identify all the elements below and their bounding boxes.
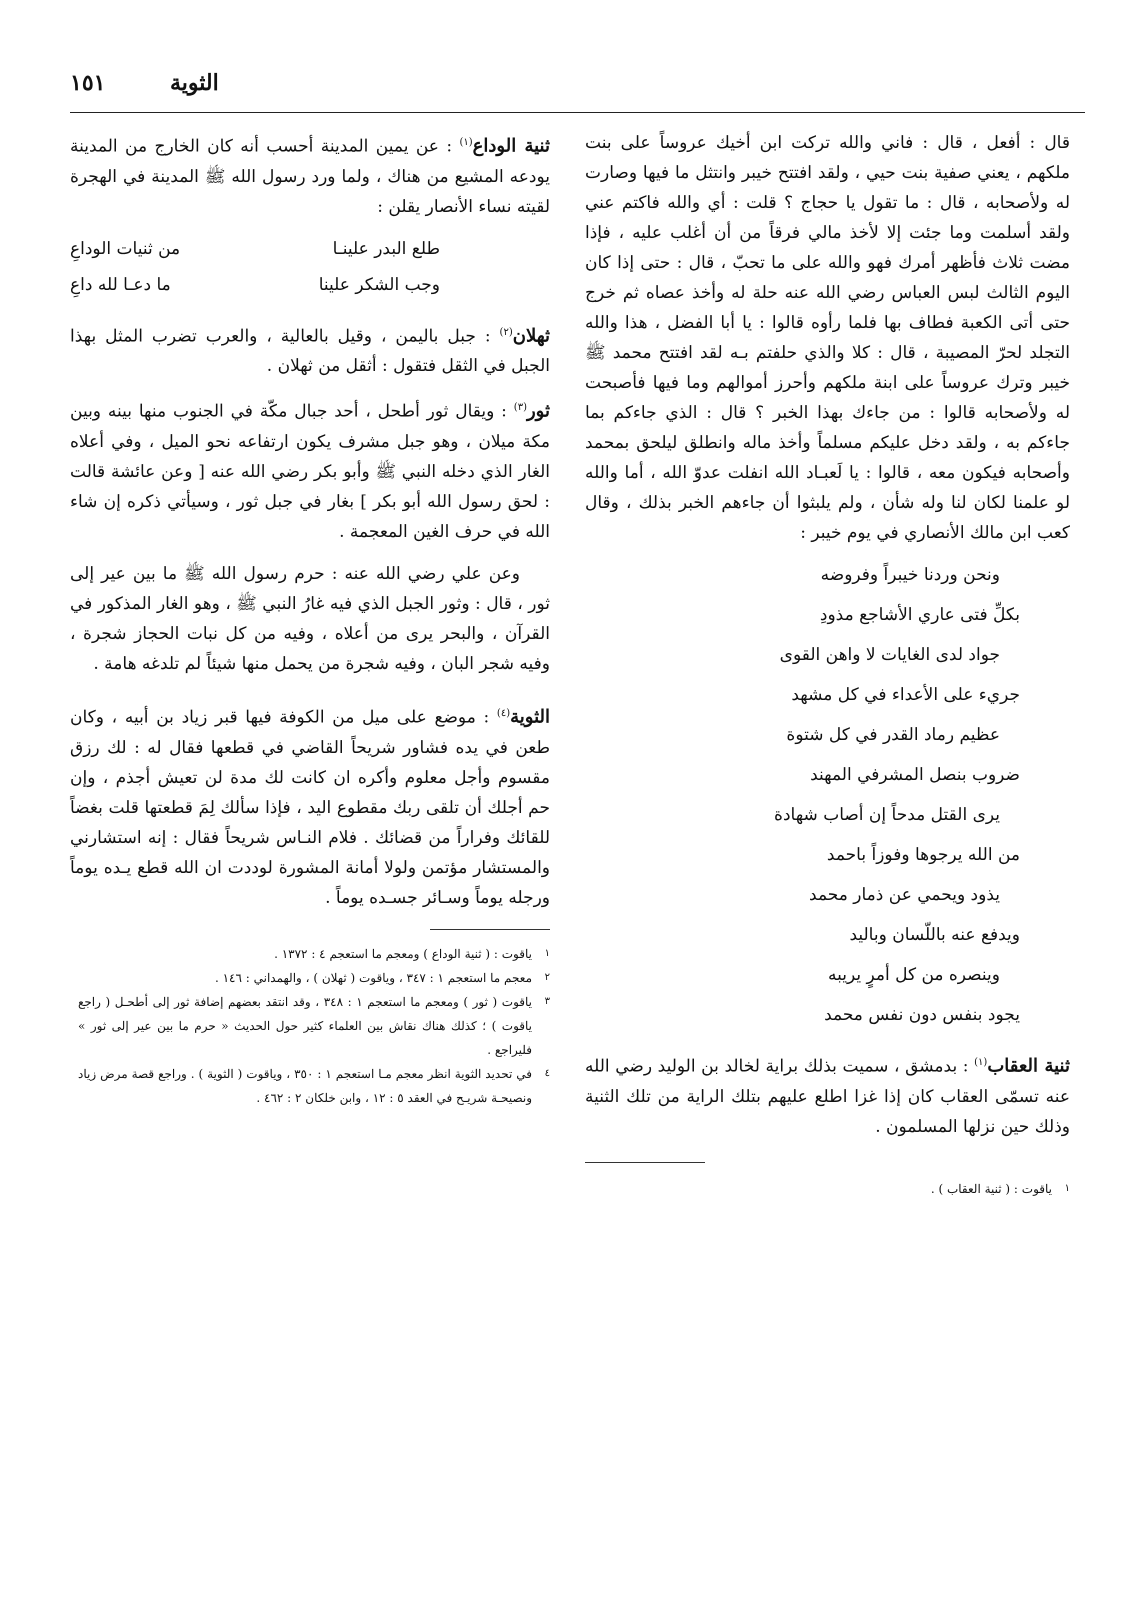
footnote-text: ياقوت ( ثور ) ومعجم ما استعجم ١ : ٣٤٨ ، وقد انتقد بعضهم إضافة ثور إلى أطحـل ( راجع ياقوت ) ؛ كذلك هناك نقاش بين العلماء كثير حول الحديث « حرم ما بين عير إلى ثور » فليراجع . [78,994,533,1057]
hemistich: طلع البدر علينـا [332,238,440,259]
intro-paragraph: قال : أفعل ، قال : فاني والله تركت ابن أخيك عروساً على بنت ملكهم ، يعني صفية بنت حيي ، ولقد افتتح خيبر وانتثل ما فيها وصارت له ولأصحابه ، قال : ما تقول يا حجاج ؟ قلت : أي والله فاكتم عني ولقد أسلمت وما جئت إلا لأخذ مالي فرقاً من أن أغلب عليه ، فإذا مضت ثلاث فأظهر أمرك فهو والله على ما تحبّ ، قال : حتى إذا كان اليوم الثالث لبس العباس رضي الله عنه حلة له وأخذ عصاه ثم خرج حتى أتى الكعبة فطاف بها فلما رأوه قالوا : يا أبا الفضل ، هذا والله التجلد لحرّ المصيبة ، قال : كلا والذي حلفتم بـه لقد افتتح محمد ﷺ خيبر وترك عروساً على ابنة ملكهم وأحرز أموالهم وما فيها فأصبحت له ولأصحابه قالوا : من جاءك بهذا الخبر ؟ قال : الذي جاءكم بما جاءكم به ، ولقد دخل عليكم مسلماً وأخذ ماله وانطلق ليلحق بمحمد وأصحابه فيكون معه ، قالوا : يا لَعبـاد الله انفلت عدوّ الله ، أما والله لو علمنا لكان لنا وله شأن ، ولم يلبثوا أن جاءهم الخبر بذلك ، وقال كعب ابن مالك الأنصاري في يوم خيبر : [585,133,1070,543]
footnote [70,942,550,966]
footnote-text: معجم ما استعجم ١ : ٣٤٧ ، وياقوت ( ثهلان ) ، والهمداني : ١٤٦ . [214,970,532,985]
footnote [70,990,550,1062]
entry-text: : بدمشق ، سميت بذلك براية لخالد بن الوليد رضي الله عنه تسمّى العقاب كان إذا غزا اطلع عليهم بتلك الراية من تلك الثنية وذلك حين نزلها المسلمون . [585,1056,1070,1137]
footnote-rule [585,1162,705,1163]
footnote-marker: (٢) [499,326,513,338]
entry-headword: ثنية العقاب [987,1055,1071,1077]
entry-text: : عن يمين المدينة أحسب أنه كان الخارج من المدينة يودعه المشيع من هناك ، ولما ورد رسول الله ﷺ المدينة في الهجرة لقيته نساء الأنصار يقلن : [70,136,550,217]
hemistich: من ثنيات الوداعِ [70,238,181,259]
poem-line: ويدفع عنه باللّسان وباليد [849,925,1020,945]
poem-line: جواد لدى الغايات لا واهن القوى [779,645,1000,665]
running-title: الثوية [170,70,219,96]
page-header [70,70,1070,110]
footnote-marker: (١) [459,137,473,148]
footnote-marker: (٣) [513,402,527,414]
header-rule [70,112,1085,113]
footnote-text: ياقوت : ( ثنية الوداع ) ومعجم ما استعجم ٤ : ١٣٧٢ . [274,946,532,961]
poem-line: من الله يرجوها وفوزاً باحمد [826,845,1020,865]
footnote-number: ٢ [544,971,550,983]
entry-thawr [70,393,550,547]
hemistich: ما دعـا لله داعِ [70,274,171,295]
entry-thahlan [70,318,550,382]
poem-line: ضروب بنصل المشرفي المهند [810,765,1020,785]
footnote-rule [430,929,550,930]
entry-headword: ثور [526,400,550,422]
footnote-number: ٣ [544,995,550,1007]
poem-line: جريء على الأعداء في كل مشهد [791,685,1020,705]
footnote-number: ٤ [544,1067,550,1079]
footnote-number: ١ [1064,1182,1070,1194]
footnote-text: ياقوت : ( ثنية العقاب ) . [930,1181,1052,1196]
poem-line: ونحن وردنا خيبراً وفروضه [820,565,1000,585]
entry-thaniyyat-al-wada [70,128,550,222]
poem-line: يجود بنفس دون نفس محمد [824,1005,1020,1025]
footnote-text: في تحديد الثوية انظر معجم مـا استعجم ١ : ٣٥٠ ، وياقوت ( الثوية ) . وراجع قصة مرض زياد ونصيحـة شريـح في العقد ٥ : ١٢ ، وابن خلكان ٢ : ٤٦٢ . [78,1066,532,1105]
footnote [70,966,550,990]
footnote-number: ١ [544,947,550,959]
footnote [585,1177,1070,1201]
left-column [70,128,550,1110]
right-column [585,128,1070,1201]
entry-text: : ويقال ثور أطحل ، أحد جبال مكّة في الجنوب منها بينه وبين مكة ميلان ، وهو جبل مشرف يكون ارتفاعه نحو الميل ، وفي أعلاه الغار الذي دخله النبي ﷺ وأبو بكر رضي الله عنه [ وعن عائشة قالت : لحق رسول الله أبو بكر ] بغار في جبل ثور ، وسيأتي ذكره إن شاء الله في حرف الغين المعجمة . [70,401,551,542]
poem-line: وينصره من كل أمرٍ يريبه [827,965,1000,985]
entry-text: : موضع على ميل من الكوفة فيها قبر زياد بن أبيه ، وكان طعن في يده فشاور شريحاً القاضي في قطعها فقال له : لك رزق مقسوم وأجل معلوم وأكره ان كانت لك مدة لن تعيش أجذم ، وإن حم أجلك أن تلقى ربك مقطوع اليد ، فإذا سألك لِمَ قطعتها قلت بغضاً للقائك وفراراً من قضائك . فلام النـاس شريحاً فقال : إنه استشارني والمستشار مؤتمن ولولا أمانة المشورة لوددت ان الله قطع يـده يوماً ورجله يوماً وسـائر جسـده يوماً . [70,707,550,908]
poem-line: بكلِّ فتى عاري الأشاجع مذودِ [819,605,1020,625]
entry-headword: ثنية الوداع [472,135,550,157]
hemistich: وجب الشكر علينا [318,274,440,295]
entry-headword: الثوية [510,706,550,728]
footnote-marker: (١) [974,1057,988,1068]
footnotes [70,942,550,1110]
poem [585,560,1070,1030]
entry-headword: ثهلان [512,325,550,347]
couplet-line [70,234,480,264]
couplet [70,234,550,300]
page-number: ١٥١ [70,70,106,96]
entry-al-thawiyya [70,699,550,913]
poem-line: يرى القتل مدحاً إن أصاب شهادة [774,805,1000,825]
footnote [70,1062,550,1110]
poem-line: يذود ويحمي عن ذمار محمد [809,885,1000,905]
poem-line: عظيم رماد القدر في كل شتوة [786,725,1000,745]
footnote-marker: (٤) [496,707,511,719]
entry-text: : جبل باليمن ، وقيل بالعالية ، والعرب تضرب المثل بهذا الجبل في الثقل فتقول : أثقل من ثهلان . [70,326,550,377]
ali-paragraph: وعن علي رضي الله عنه : حرم رسول الله ﷺ ما بين عير إلى ثور ، قال : وثور الجبل الذي فيه غارُ النبي ﷺ ، وهو الغار المذكور في القرآن ، والبحر يرى من أعلاه ، وفيه من كل نبات الحجاز شجرة ، وفيه شجر البان ، وفيه شجرة من يحمل منها شيئاً لم تلدغه هامة . [70,563,550,674]
couplet-line [70,270,480,300]
entry-thaniyyat-al-aqab [585,1048,1070,1142]
